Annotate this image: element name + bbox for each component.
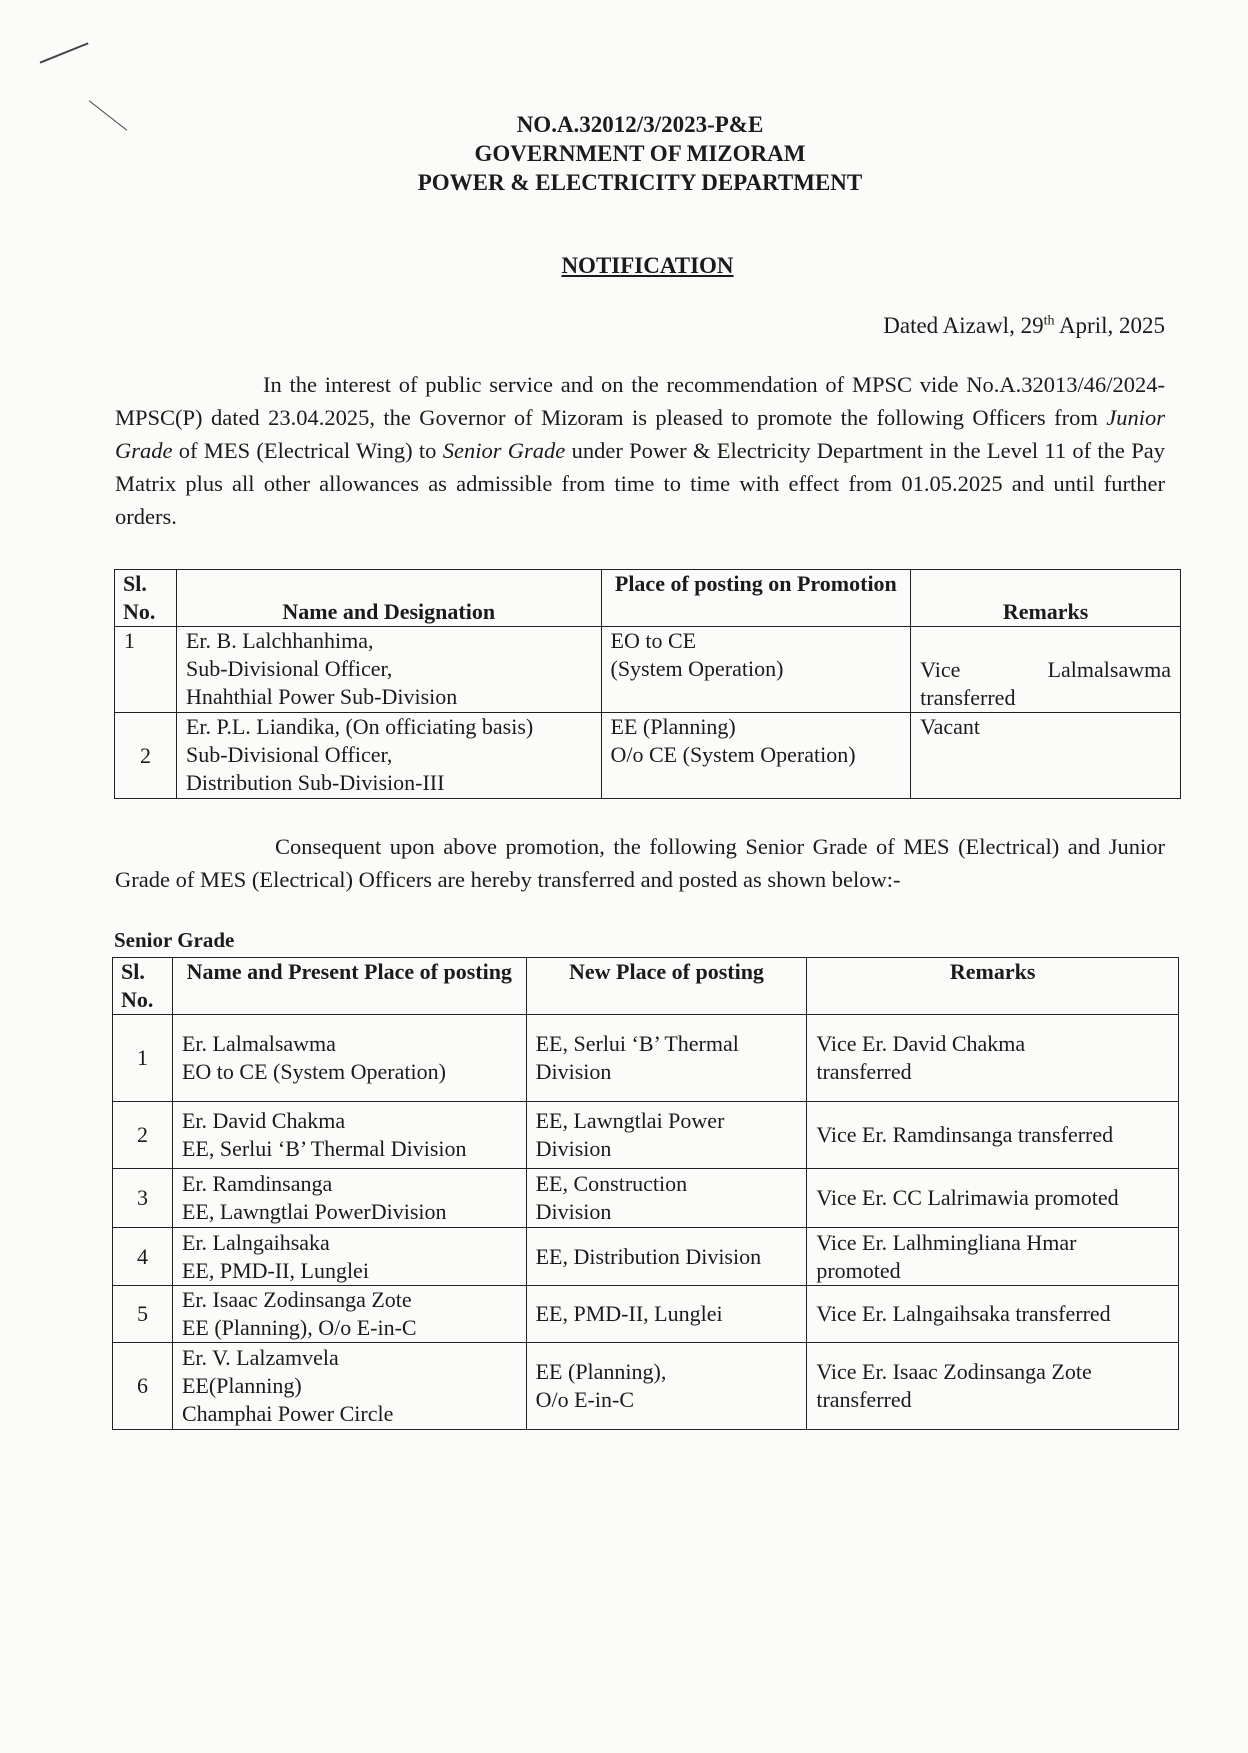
row-place-of-posting [601,627,911,713]
row-remarks [911,627,1181,713]
intro-part-2: of MES (Electrical Wing) to [172,438,443,463]
header-name-present-place: Name and Present Place of posting [172,958,526,1015]
row-remarks [807,1228,1179,1286]
cell-line: EO to CE (System Operation) [181,1059,446,1084]
row-name-present-place [172,1169,526,1228]
cell-line: Distribution Sub-Division-III [185,770,445,795]
header-sl-no: Sl. No. [113,958,173,1015]
row-remarks [807,1343,1179,1430]
cell-line: Division [535,1136,612,1161]
transfer-table [112,957,1179,1430]
row-sl-no: 6 [113,1343,173,1430]
cell-line: EE, Serlui ‘B’ Thermal [535,1031,739,1056]
cell-line: Hnahthial Power Sub-Division [185,684,458,709]
transfer-row [113,1169,1179,1228]
cell-line: EE, Construction [535,1171,688,1196]
cell-line: EE, Distribution Division [535,1243,762,1269]
intro-part-1: In the interest of public service and on the recommendation of MPSC vide No.A.32013/46/2024-MPSC(P) dated 23.04.2025, the Governor of Mizoram is pleased to promote the following Officers from [115,372,1165,430]
row-name-present-place [172,1015,526,1102]
header-new-place: New Place of posting [526,958,807,1015]
row-name-present-place [172,1343,526,1430]
row-sl-no: 2 [115,713,177,799]
cell-line: Sub-Divisional Officer, [185,742,393,767]
row-remarks [807,1102,1179,1169]
cell-line: Sub-Divisional Officer, [185,656,393,681]
cell-line: (System Operation) [610,656,784,681]
row-remarks [807,1169,1179,1228]
row-remarks [807,1015,1179,1102]
cell-line: EE(Planning) [181,1373,302,1398]
transfer-table-header [113,958,1179,1015]
date-ordinal: th [1043,313,1055,329]
intro-part-3: under Power & Electricity Department in the Level 11 of the Pay Matrix plus all other allowances as admissible from time to time with effect from 01.05.2025 and until further orders. [115,438,1165,529]
cell-line: transferred [816,1387,912,1412]
row-name-present-place [172,1286,526,1343]
cell-line: O/o CE (System Operation) [610,742,856,767]
row-place-of-posting [601,713,911,799]
row-new-place [526,1102,807,1169]
cell-line: Division [535,1059,612,1084]
header-sl-no: Sl. No. [115,570,177,627]
cell-line: Vice Er. Lalngaihsaka transferred [816,1301,1111,1326]
header-name-designation: Name and Designation [176,570,601,627]
row-remarks [807,1286,1179,1343]
letter-header [0,110,1248,197]
cell-line: Er. Lalngaihsaka [181,1229,330,1255]
cell-line: EE (Planning), [535,1359,667,1384]
cell-line: Vice Er. Lalhmingliana Hmar [816,1229,1077,1255]
header-remarks: Remarks [807,958,1179,1015]
promotion-table [114,569,1181,799]
cell-line: Er. Isaac Zodinsanga Zote [181,1287,412,1312]
row-sl-no: 5 [113,1286,173,1343]
transfer-row [113,1286,1179,1343]
department-name: POWER & ELECTRICITY DEPARTMENT [417,170,863,195]
notification-title: NOTIFICATION [561,253,734,278]
row-new-place [526,1286,807,1343]
row-new-place [526,1228,807,1286]
cell-line: Er. Ramdinsanga [181,1171,333,1196]
date-prefix: Dated Aizawl, 29 [883,313,1044,338]
promotion-row [115,627,1181,713]
intro-italic-senior: Senior Grade [442,438,566,463]
header-place-of-posting: Place of posting on Promotion [601,570,911,627]
pen-mark-top-left [40,42,89,63]
cell-line: transferred [920,685,1016,710]
promotion-row [115,713,1181,799]
cell-line: Er. P.L. Liandika, (On officiating basis) [185,714,534,739]
date-suffix: April, 2025 [1054,313,1165,338]
row-new-place [526,1169,807,1228]
row-sl-no: 2 [113,1102,173,1169]
consequent-paragraph [115,830,1165,896]
transfer-row [113,1015,1179,1102]
transfer-row [113,1102,1179,1169]
row-sl-no: 1 [113,1015,173,1102]
cell-line: Division [535,1199,612,1224]
row-name-present-place [172,1102,526,1169]
row-sl-no: 3 [113,1169,173,1228]
cell-line: Er. Lalmalsawma [181,1031,336,1056]
row-name-designation [176,627,601,713]
promotion-table-header [115,570,1181,627]
cell-line: Vice Lalmalsawma [920,657,1171,682]
cell-line: Er. B. Lalchhanhima, [185,628,374,653]
transfer-row [113,1343,1179,1430]
row-new-place [526,1015,807,1102]
senior-grade-heading: Senior Grade [114,928,235,952]
header-remarks: Remarks [911,570,1181,627]
cell-line: Vacant [920,714,981,739]
cell-line: EE, PMD-II, Lunglei [181,1257,369,1283]
cell-line: Er. V. Lalzamvela [181,1345,339,1370]
cell-line: EE, PMD-II, Lunglei [535,1301,723,1326]
cell-line: transferred [816,1059,912,1084]
transfer-row [113,1228,1179,1286]
row-sl-no: 4 [113,1228,173,1286]
row-name-designation [176,713,601,799]
row-name-present-place [172,1228,526,1286]
cell-line: EE, Lawngtlai PowerDivision [181,1199,447,1224]
cell-line: EE (Planning), O/o E-in-C [181,1315,417,1340]
reference-number: NO.A.32012/3/2023-P&E [516,112,764,137]
cell-line: Er. David Chakma [181,1108,346,1133]
intro-italic-junior: Junior Grade [115,405,1165,463]
row-remarks [911,713,1181,799]
cell-line: Vice Er. David Chakma [816,1031,1026,1056]
intro-paragraph [115,368,1165,533]
consequent-text: Consequent upon above promotion, the following Senior Grade of MES (Electrical) and Junior Grade of MES (Electrical) Officers are hereby transferred and posted as shown below:- [115,834,1165,892]
cell-line: EE (Planning) [610,714,736,739]
date-line [883,313,1165,339]
row-new-place [526,1343,807,1430]
government-name: GOVERNMENT OF MIZORAM [474,141,806,166]
cell-line: promoted [816,1257,901,1283]
cell-line: EO to CE [610,628,697,653]
cell-line: Vice Er. Isaac Zodinsanga Zote [816,1359,1092,1384]
cell-line: EE, Lawngtlai Power [535,1108,725,1133]
cell-line: O/o E-in-C [535,1387,634,1412]
cell-line: Vice Er. CC Lalrimawia promoted [816,1185,1119,1210]
row-sl-no: 1 [115,627,177,713]
cell-line: Champhai Power Circle [181,1401,394,1426]
cell-line: Vice Er. Ramdinsanga transferred [816,1122,1114,1147]
cell-line: EE, Serlui ‘B’ Thermal Division [181,1136,467,1161]
